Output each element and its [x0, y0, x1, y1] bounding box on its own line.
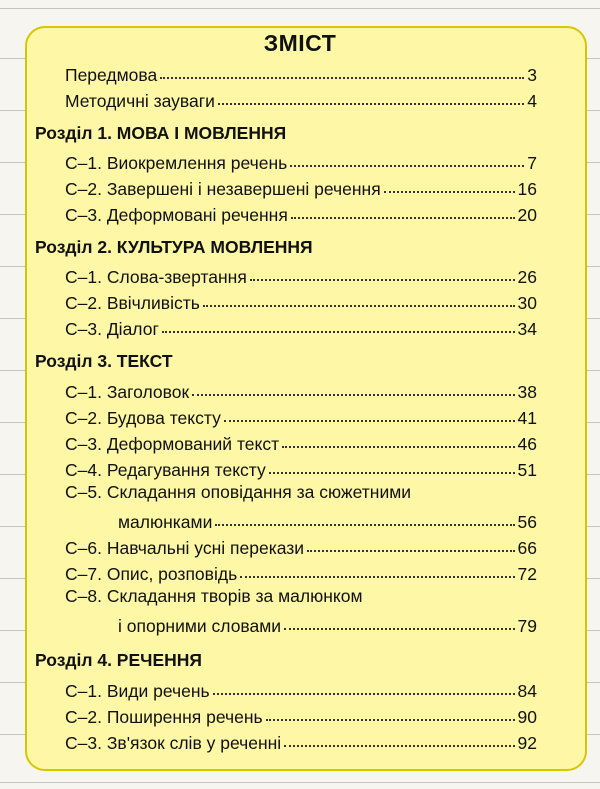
- toc-label: Передмова: [65, 64, 158, 85]
- toc-entry[interactable]: [65, 315, 537, 340]
- toc-page: 38: [517, 381, 537, 402]
- section-heading: Розділ 3. ТЕКСТ: [35, 351, 173, 371]
- toc-label-continuation: і опорними словами: [118, 615, 282, 636]
- toc-page: 4: [527, 90, 537, 111]
- dot-leader: [284, 727, 514, 747]
- toc-label: Методичні зауваги: [65, 90, 215, 111]
- toc-entry[interactable]: [65, 87, 537, 112]
- page-title: ЗМІСТ: [263, 30, 337, 56]
- toc-page: 41: [517, 407, 537, 428]
- dot-leader: [384, 173, 515, 193]
- toc-entry[interactable]: [118, 612, 537, 637]
- toc-label: С–3. Зв'язок слів у реченні: [65, 732, 282, 753]
- toc-label: С–2. Поширення речень: [65, 706, 263, 727]
- dot-leader: [250, 261, 515, 281]
- toc-label: С–2. Завершені і незавершені речення: [65, 178, 381, 199]
- toc-label: С–1. Види речень: [65, 680, 210, 701]
- dot-leader: [213, 675, 515, 695]
- toc-label: С–7. Опис, розповідь: [65, 563, 238, 584]
- toc-page: 3: [527, 64, 537, 85]
- section-heading: Розділ 2. КУЛЬТУРА МОВЛЕННЯ: [35, 237, 313, 257]
- toc-label: С–3. Діалог: [65, 318, 159, 339]
- toc-label: С–6. Навчальні усні перекази: [65, 537, 305, 558]
- toc-page: 90: [517, 706, 537, 727]
- toc-entry[interactable]: [65, 263, 537, 288]
- toc-page: 84: [517, 680, 537, 701]
- toc-entry[interactable]: [65, 534, 537, 559]
- toc-entry[interactable]: [65, 430, 537, 455]
- section-heading: Розділ 1. МОВА І МОВЛЕННЯ: [35, 123, 287, 143]
- dot-leader: [282, 428, 514, 448]
- toc-entry[interactable]: [65, 703, 537, 728]
- toc-label: С–4. Редагування тексту: [65, 459, 266, 480]
- dot-leader: [240, 558, 514, 578]
- toc-label: С–1. Заголовок: [65, 381, 190, 402]
- toc-label: С–3. Деформовані речення: [65, 204, 288, 225]
- toc-entry[interactable]: [65, 289, 537, 314]
- toc-page: 16: [517, 178, 537, 199]
- toc-entry[interactable]: [65, 149, 537, 174]
- toc-entry[interactable]: [65, 729, 537, 754]
- dot-leader: [224, 402, 515, 422]
- dot-leader: [192, 376, 514, 396]
- toc-entry[interactable]: [65, 175, 537, 200]
- toc-page: 72: [517, 563, 537, 584]
- dot-leader: [160, 59, 524, 79]
- toc-entry[interactable]: [118, 508, 537, 533]
- toc-entry[interactable]: [65, 404, 537, 429]
- toc-entry[interactable]: [65, 456, 537, 481]
- toc-page: 34: [517, 318, 537, 339]
- toc-page: 20: [517, 204, 537, 225]
- toc-entry[interactable]: [65, 560, 537, 585]
- dot-leader: [291, 199, 515, 219]
- toc-page: 79: [517, 615, 537, 636]
- toc-label: С–1. Виокремлення речень: [65, 152, 288, 173]
- section-heading: Розділ 4. РЕЧЕННЯ: [35, 650, 202, 670]
- dot-leader: [203, 287, 515, 307]
- dot-leader: [215, 506, 514, 526]
- dot-leader: [290, 147, 524, 167]
- toc-entry[interactable]: [65, 61, 537, 86]
- toc-page: 56: [517, 511, 537, 532]
- toc-page: 7: [527, 152, 537, 173]
- toc-label-continuation: малюнками: [118, 511, 213, 532]
- toc-page: 66: [517, 537, 537, 558]
- toc-label: С–2. Будова тексту: [65, 407, 221, 428]
- toc-label: С–3. Деформований текст: [65, 433, 280, 454]
- toc-page: 26: [517, 266, 537, 287]
- toc-label[interactable]: С–8. Складання творів за малюнком: [65, 586, 363, 606]
- toc-page: 51: [517, 459, 537, 480]
- dot-leader: [162, 313, 515, 333]
- dot-leader: [284, 610, 514, 630]
- toc-page: 46: [517, 433, 537, 454]
- toc-page: 30: [517, 292, 537, 313]
- toc-label[interactable]: С–5. Складання оповідання за сюжетними: [65, 482, 412, 502]
- toc-entry[interactable]: [65, 677, 537, 702]
- dot-leader: [218, 85, 524, 105]
- dot-leader: [269, 454, 515, 474]
- toc-label: С–2. Ввічливість: [65, 292, 200, 313]
- toc-page: 92: [517, 732, 537, 753]
- toc-entry[interactable]: [65, 378, 537, 403]
- dot-leader: [307, 532, 514, 552]
- toc-label: С–1. Слова-звертання: [65, 266, 247, 287]
- dot-leader: [266, 701, 515, 721]
- toc-entry[interactable]: [65, 201, 537, 226]
